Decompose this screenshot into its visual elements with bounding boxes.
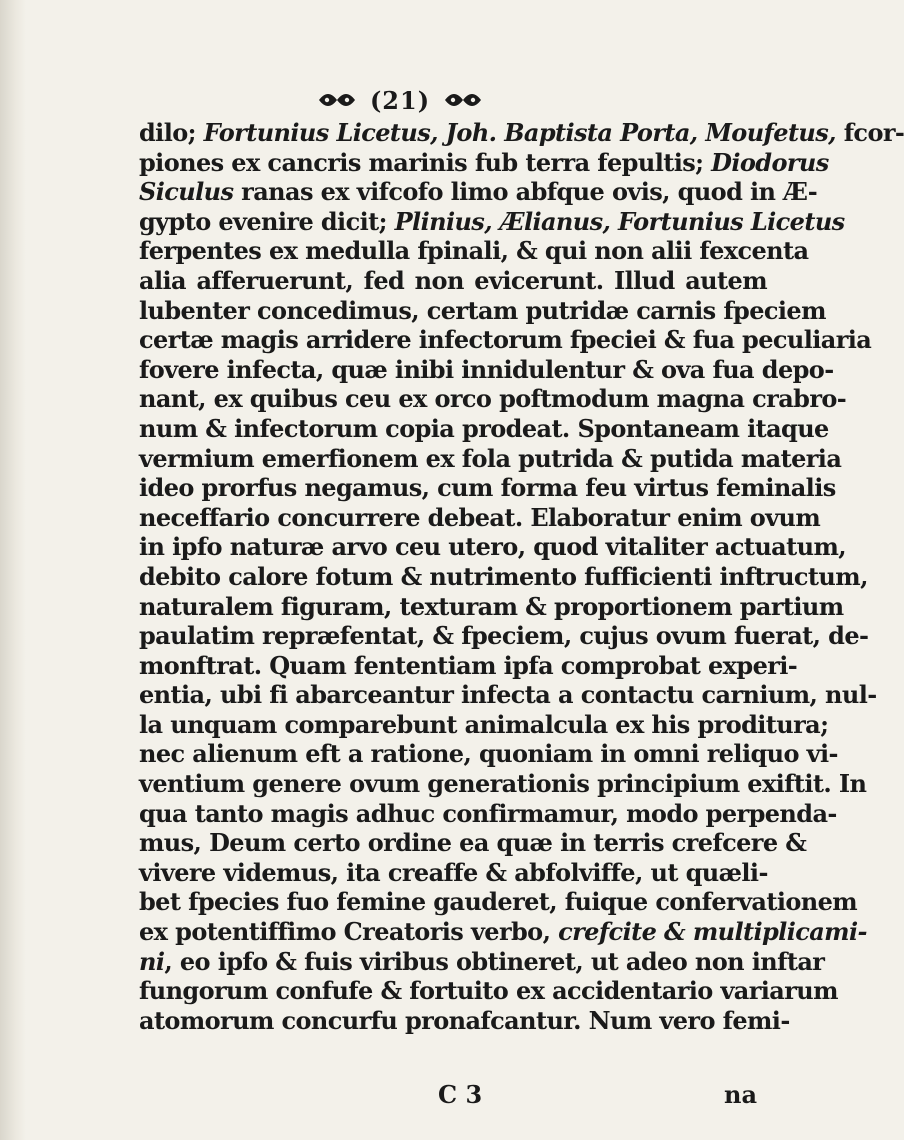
text-line: [139, 946, 825, 977]
text-line: [139, 413, 829, 444]
text-line: [139, 443, 842, 474]
page-footer: [0, 1080, 800, 1120]
text-segment: fungorum confufe & fortuito ex accidentario variarum: [139, 976, 838, 1006]
italic-segment: Plinius, Ælianus, Fortunius Licetus: [394, 206, 845, 236]
text-segment: la unquam comparebunt animalcula ex his proditura;: [139, 709, 829, 739]
page-header: [0, 84, 800, 115]
right-ornament-icon: [443, 86, 483, 115]
text-segment: lubenter concedimus, certam putridæ carnis fpeciem: [139, 295, 826, 325]
text-segment: ranas ex vifcofo limo abfque ovis, quod in Æ-: [233, 177, 818, 207]
text-segment: vermium emerfionem ex fola putrida & putida materia: [139, 443, 842, 473]
text-segment: certæ magis arridere infectorum fpeciei & fua peculiaria: [139, 325, 872, 355]
text-segment: num & infectorum copia prodeat. Spontaneam itaque: [139, 413, 829, 443]
text-segment: paulatim repræfentat, & fpeciem, cujus ovum fuerat, de-: [139, 621, 869, 651]
text-segment: entia, ubi fi abarceantur infecta a contactu carnium, nul-: [139, 680, 877, 710]
text-line: [139, 384, 847, 414]
text-line: [139, 858, 767, 888]
text-segment: atomorum concurfu pronafcantur. Num vero femi-: [139, 1005, 790, 1035]
italic-segment: Siculus: [139, 177, 234, 207]
text-line: [139, 295, 826, 326]
italic-segment: crefcite & multiplicami-: [558, 917, 867, 947]
text-segment: qua tanto magis adhuc confirmamur, modo perpenda-: [139, 798, 837, 828]
text-segment: nant, ex quibus ceu ex orco poftmodum magna crabro-: [139, 384, 847, 414]
text-segment: gypto evenire dicit;: [139, 206, 395, 236]
text-segment: alia afferuerunt, fed non evicerunt. Illud autem: [139, 265, 767, 295]
text-line: [139, 739, 838, 769]
text-line: [139, 118, 904, 148]
text-segment: mus, Deum certo ordine ea quæ in terris crefcere &: [139, 828, 807, 858]
catchword: na: [724, 1080, 757, 1109]
text-line: [139, 887, 858, 917]
text-line: [139, 591, 844, 622]
text-segment: monftrat. Quam fententiam ipfa comprobat experi-: [139, 650, 798, 680]
text-line: [139, 798, 837, 829]
left-ornament-icon: [317, 86, 357, 115]
text-line: [139, 147, 829, 178]
text-segment: debito calore fotum & nutrimento fufficienti inftructum,: [139, 561, 868, 591]
text-segment: in ipfo naturæ arvo ceu utero, quod vitaliter actuatum,: [139, 532, 847, 562]
italic-segment: Fortunius Licetus, Joh. Baptista Porta, Moufetus,: [203, 118, 836, 147]
page-gutter-shadow: [0, 0, 26, 1140]
text-segment: neceffario concurrere debeat. Elaboratur enim ovum: [139, 502, 821, 532]
text-line: [139, 976, 838, 1006]
text-line: [139, 828, 807, 858]
text-segment: naturalem figuram, texturam & proportionem partium: [139, 591, 844, 621]
body-text: [139, 118, 904, 1035]
text-line: [139, 709, 829, 740]
text-line: [139, 561, 868, 592]
text-line: [139, 473, 836, 503]
text-segment: ex potentiffimo Creatoris verbo,: [139, 917, 559, 947]
italic-segment: Diodorus: [711, 147, 829, 177]
text-segment: vivere videmus, ita creaffe & abfolviffe, ut quæli-: [139, 857, 768, 887]
text-line: [139, 206, 845, 237]
text-segment: piones ex cancris marinis fub terra fepultis;: [139, 147, 712, 177]
text-line: [139, 532, 847, 562]
text-segment: , eo ipfo & fuis viribus obtineret, ut adeo non inftar: [164, 946, 825, 976]
italic-segment: ni: [139, 946, 165, 976]
text-line: [139, 177, 818, 207]
text-line: [139, 354, 834, 385]
text-segment: ventium genere ovum generationis principium exiftit. In: [139, 769, 867, 799]
text-line: [139, 621, 869, 651]
text-line: [139, 680, 877, 710]
text-line: [139, 1005, 790, 1036]
text-segment: bet fpecies fuo femine gauderet, fuique confervationem: [139, 887, 858, 917]
text-line: [139, 650, 798, 681]
text-line: [139, 325, 872, 355]
text-segment: dilo;: [139, 118, 204, 147]
text-segment: ideo prorfus negamus, cum forma feu virtus feminalis: [139, 473, 836, 503]
text-segment: ferpentes ex medulla fpinali, & qui non alii fexcenta: [139, 236, 809, 266]
text-line: [139, 236, 809, 266]
text-segment: fcor-: [835, 118, 904, 147]
text-line: [139, 266, 767, 296]
text-segment: nec alienum eft a ratione, quoniam in omni reliquo vi-: [139, 739, 838, 769]
page-number: (21): [369, 86, 431, 115]
text-segment: fovere infecta, quæ inibi innidulentur & ova fua depo-: [139, 354, 834, 384]
text-line: [139, 769, 867, 799]
text-line: [139, 917, 867, 947]
signature-mark: C 3: [438, 1080, 483, 1109]
text-line: [139, 502, 821, 533]
